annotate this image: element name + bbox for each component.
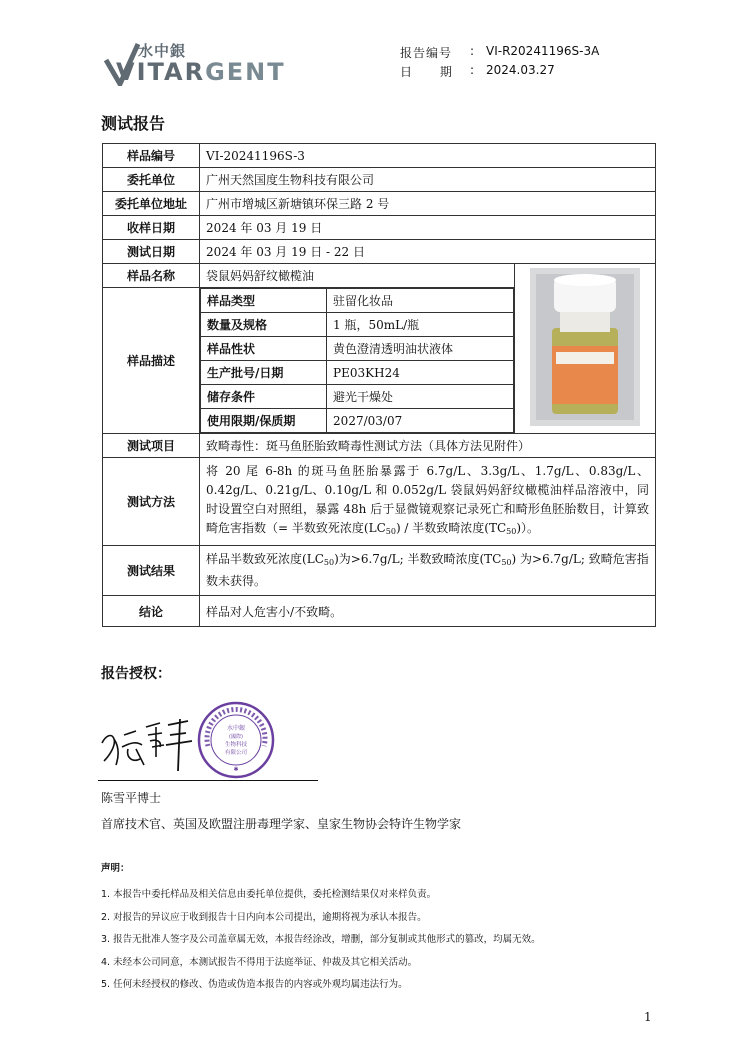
declaration-item: 4. 未经本公司同意，本测试报告不得用于法庭举证、仲裁及其它相关活动。 [101, 956, 418, 968]
table-row [103, 264, 656, 288]
declaration-item: 2. 对报告的异议应于收到报告十日内向本公司提出，逾期将视为承认本报告。 [101, 911, 427, 923]
test-date-value: 2024 年 03 月 19 日 - 22 日 [200, 240, 656, 264]
table-row [103, 434, 656, 458]
sample-desc-table [200, 288, 514, 433]
declaration-item: 3. 报告无批准人签字及公司盖章属无效，本报告经涂改，增删，部分复制或其他形式的篡改，均属无效。 [101, 934, 541, 945]
test-result-value: 样品半数致死浓度$(LC_{50})$为>6.7g/L; 半数致畸浓度$(TC_{50})$ 为>6.7g/L; 致畸危害指数未获得。 [200, 546, 656, 596]
declaration-heading: 声明： [101, 863, 130, 874]
table-row [103, 240, 656, 264]
declaration-section [101, 860, 541, 999]
authorization-heading: 报告授权： [101, 666, 171, 682]
separator: : [470, 63, 475, 77]
desc-key: 储存条件 [201, 385, 327, 409]
desc-row [201, 385, 514, 409]
report-no-label: 报告编号 [400, 46, 453, 60]
sample-desc-cell [200, 288, 515, 434]
desc-key: 生产批号/日期 [201, 361, 327, 385]
client-label: 委托单位 [103, 168, 200, 192]
desc-value: 1 瓶，50mL/瓶 [327, 313, 514, 337]
conclusion-value: 样品对人危害小/不致畸。 [200, 596, 656, 627]
handwritten-signature [96, 705, 196, 775]
address-label: 委托单位地址 [103, 192, 200, 216]
conclusion-label: 结论 [103, 596, 200, 627]
svg-text:生物科技: 生物科技 [224, 742, 248, 748]
desc-row [201, 361, 514, 385]
svg-text:有限公司: 有限公司 [224, 750, 248, 756]
test-item-label: 测试项目 [103, 434, 200, 458]
desc-value: 驻留化妆品 [327, 289, 514, 313]
desc-value: 2027/03/07 [327, 409, 514, 433]
test-item-value: 致畸毒性：斑马鱼胚胎致畸毒性测试方法（具体方法见附件） [200, 434, 656, 458]
test-result-label: 测试结果 [103, 546, 200, 596]
desc-key: 数量及规格 [201, 313, 327, 337]
desc-value: 黄色澄清透明油状液体 [327, 337, 514, 361]
sample-no-value: VI-20241196S-3 [200, 144, 656, 168]
declaration-item: 1. 本报告中委托样品及相关信息由委托单位提供，委托检测结果仅对来样负责。 [101, 889, 437, 900]
desc-key: 样品类型 [201, 289, 327, 313]
test-method-label: 测试方法 [103, 458, 200, 546]
page-number: 1 [644, 1010, 652, 1024]
desc-key: 样品性状 [201, 337, 327, 361]
signature-line [98, 780, 318, 781]
desc-row [201, 337, 514, 361]
desc-row [201, 289, 514, 313]
table-row [103, 546, 656, 596]
sample-desc-label: 样品描述 [103, 288, 200, 434]
table-row [103, 216, 656, 240]
declaration-item: 5. 任何未经授权的修改、伪造或伪造本报告的内容或外观均属违法行为。 [101, 979, 408, 990]
desc-row [201, 313, 514, 337]
svg-text:✱: ✱ [233, 766, 239, 773]
signer-title: 首席技术官、英国及欧盟注册毒理学家、皇家生物协会特许生物学家 [101, 817, 462, 831]
svg-text:水中銀: 水中銀 [226, 725, 246, 732]
client-value: 广州天然国度生物科技有限公司 [200, 168, 656, 192]
desc-key: 使用限期/保质期 [201, 409, 327, 433]
date-value: 2024.03.27 [486, 63, 555, 77]
report-header-info [400, 44, 599, 82]
company-seal [196, 700, 276, 780]
test-method-value: 将 20 尾 6-8h 的斑马鱼胚胎暴露于 6.7g/L、3.3g/L、1.7g/L、0.83g/L、0.42g/L、0.21g/L、0.10g/L 和 0.052g/L 袋鼠妈妈舒纹橄榄油样品溶液中，同时设置空白对照组，暴露 48h 后于显微镜观察记录死亡和畸形鱼胚胎数目，计算致畸危害指数（= 半数致死浓度$(LC_{50})$ / 半数致畸浓度$(TC_{50})$）。 [200, 458, 656, 546]
sample-name-label: 样品名称 [103, 264, 200, 288]
sample-photo [515, 264, 656, 434]
table-row [103, 192, 656, 216]
date-label: 日 期 [400, 65, 464, 79]
table-row [103, 144, 656, 168]
table-row [103, 596, 656, 627]
table-row [103, 168, 656, 192]
logo-chinese-text: 水中銀 [138, 42, 187, 60]
desc-row [201, 409, 514, 433]
received-date-label: 收样日期 [103, 216, 200, 240]
page-title: 测试报告 [101, 114, 166, 133]
sample-no-label: 样品编号 [103, 144, 200, 168]
received-date-value: 2024 年 03 月 19 日 [200, 216, 656, 240]
logo-english-text: VITARGENT [116, 58, 286, 86]
signer-name: 陈雪平博士 [101, 791, 162, 805]
separator: : [470, 44, 475, 58]
company-logo [100, 40, 290, 88]
table-row [103, 458, 656, 546]
svg-text:(國際): (國際) [229, 734, 243, 740]
sample-name-value: 袋鼠妈妈舒纹橄榄油 [200, 264, 515, 288]
desc-value: 避光干燥处 [327, 385, 514, 409]
address-value: 广州市增城区新塘镇环保三路 2 号 [200, 192, 656, 216]
sample-bottle-image [530, 268, 640, 426]
test-date-label: 测试日期 [103, 240, 200, 264]
desc-value: PE03KH24 [327, 361, 514, 385]
report-table [102, 143, 656, 627]
report-no-value: VI-R20241196S-3A [486, 44, 600, 58]
